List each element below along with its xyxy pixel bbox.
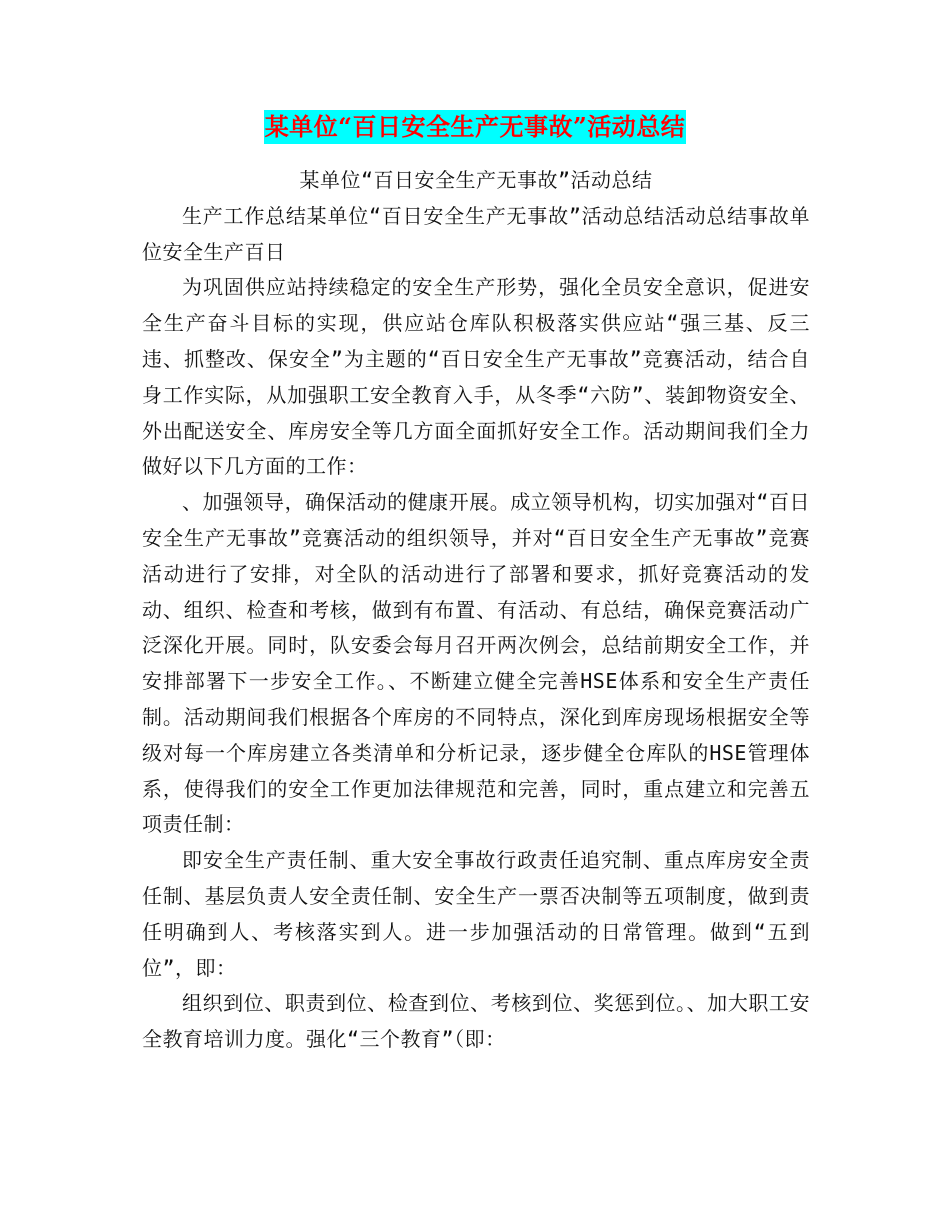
document-title: 某单位“百日安全生产无事故”活动总结	[264, 110, 687, 144]
title-container	[0, 110, 950, 144]
paragraph-responsibility: 即安全生产责任制、重大安全事故行政责任追究制、重点库房安全责任制、基层负责人安全责任制、安全生产一票否决制等五项制度，做到责任明确到人、考核落实到人。进一步加强活动的日常管理。做到“五到位”，即：	[142, 848, 810, 980]
paragraph-leadership: 、加强领导，确保活动的健康开展。成立领导机构，切实加强对“百日安全生产无事故”竞赛活动的组织领导，并对“百日安全生产无事故”竞赛活动进行了安排，对全队的活动进行了部署和要求，抓好竞赛活动的发动、组织、检查和考核，做到有布置、有活动、有总结，确保竞赛活动广泛深化开展。同时，队安委会每月召开两次例会，总结前期安全工作，并安排部署下一步安全工作。、不断建立健全完善HSE体系和安全生产责任制。活动期间我们根据各个库房的不同特点，深化到库房现场根据安全等级对每一个库房建立各类清单和分析记录，逐步健全仓库队的HSE管理体系，使得我们的安全工作更加法律规范和完善，同时，重点建立和完善五项责任制：	[142, 490, 810, 837]
paragraph-intro: 为巩固供应站持续稳定的安全生产形势，强化全员安全意识，促进安全生产奋斗目标的实现，供应站仓库队积极落实供应站“强三基、反三违、抓整改、保安全”为主题的“百日安全生产无事故”竞赛活动，结合自身工作实际，从加强职工安全教育入手，从冬季“六防”、装卸物资安全、外出配送安全、库房安全等几方面全面抓好安全工作。活动期间我们全力做好以下几方面的工作：	[142, 275, 810, 479]
paragraph-training: 组织到位、职责到位、检查到位、考核到位、奖惩到位。、加大职工安全教育培训力度。强化“三个教育”（即：	[142, 991, 810, 1052]
document-subtitle: 某单位“百日安全生产无事故”活动总结	[299, 168, 653, 192]
document-body	[142, 163, 810, 1058]
paragraph-keywords: 生产工作总结某单位“百日安全生产无事故”活动总结活动总结事故单位安全生产百日	[142, 203, 810, 264]
